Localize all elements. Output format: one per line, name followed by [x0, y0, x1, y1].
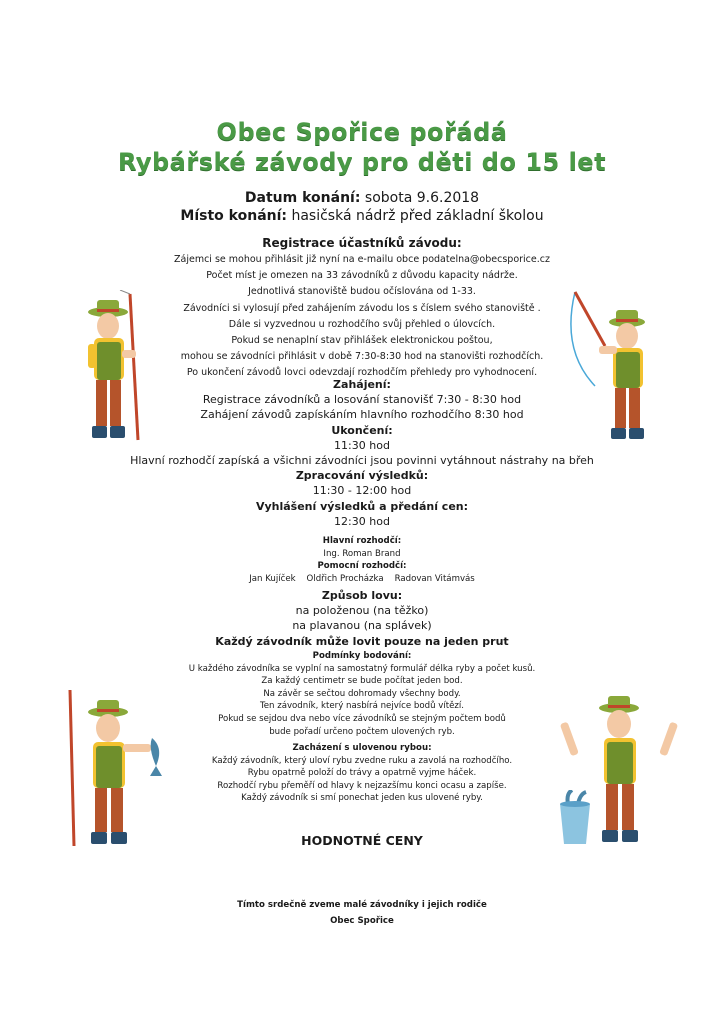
fisherman-casting-icon: [565, 290, 667, 442]
handling-line: Rybu opatrně položí do trávy a opatrně vyjme háček.: [247, 768, 477, 779]
handling-line: Každý závodník, který uloví rybu zvedne ruku a zavolá na rozhodčího.: [211, 755, 513, 766]
scoring-line: Ten závodník, který nasbírá nejvíce bodů vítězí.: [259, 701, 465, 712]
event-date: [0, 190, 724, 206]
place-label: Místo konání:: [180, 208, 288, 224]
invite-line-2: Obec Spořice: [330, 916, 394, 926]
title-line-2: Rybářské závody pro děti do 15 let: [117, 148, 607, 176]
registration-line: Pokud se nenaplní stav přihlášek elektronickou poštou,: [231, 335, 493, 347]
start-line: Zahájení závodů zapískáním hlavního rozhodčího 8:30 hod: [200, 408, 524, 422]
end-heading: Ukončení:: [331, 423, 393, 437]
scoring-line: U každého závodníka se vyplní na samostatný formulář délka ryby a počet kusů.: [188, 663, 536, 674]
scoring-line: bude pořadí určeno počtem ulovených ryb.: [269, 726, 455, 737]
registration-heading: Registrace účastníků závodu:: [262, 236, 462, 250]
invite-line-1: Tímto srdečně zveme malé závodníky i jejich rodiče: [237, 900, 487, 910]
fishing-line: na plavanou (na splávek): [292, 619, 432, 633]
main-judge-name: Ing. Roman Brand: [323, 548, 401, 559]
fisherman-with-rod-icon: [80, 290, 160, 442]
results-value: 12:30 hod: [334, 514, 390, 528]
handling-line: Každý závodník si smí ponechat jeden kus ulovené ryby.: [241, 793, 483, 804]
judges: [0, 535, 724, 585]
scoring-line: Na závěr se sečtou dohromady všechny body.: [263, 688, 461, 699]
registration-line: Dále si vyzvednou u rozhodčího svůj přehled o úlovcích.: [228, 318, 496, 330]
fishing-method: [0, 588, 724, 649]
registration-line: Jednotlivá stanoviště budou očíslována od 1-33.: [248, 286, 476, 298]
results-heading: Vyhlášení výsledků a předání cen:: [255, 499, 469, 513]
date-value: sobota 9.6.2018: [360, 190, 480, 206]
registration-line: Počet míst je omezen na 33 závodníků z důvodu kapacity nádrže.: [206, 270, 518, 282]
registration-line: mohou se závodníci přihlásit v době 7:30-8:30 hod na stanovišti rozhodčích.: [180, 351, 544, 363]
end-line: Hlavní rozhodčí zapíská a všichni závodníci jsou povinni vytáhnout nástrahy na břeh: [130, 454, 594, 468]
end-line: 11:30 hod: [334, 438, 390, 452]
assist-judge-names: Jan Kujíček Oldřich Procházka Radovan Vitámvás: [249, 573, 475, 584]
scoring-line: Za každý centimetr se bude počítat jeden bod.: [261, 676, 463, 687]
event-place: [0, 208, 724, 224]
handling-heading: Zacházení s ulovenou rybou:: [292, 743, 432, 753]
main-judge-heading: Hlavní rozhodčí:: [322, 536, 402, 546]
handling-line: Rozhodčí rybu přeměří od hlavy k nejzazšímu konci ocasu a zapíše.: [217, 780, 507, 791]
assist-judge-heading: Pomocní rozhodčí:: [317, 561, 407, 572]
processing-heading: Zpracování výsledků:: [295, 469, 429, 483]
bucket-with-fish-icon: [558, 790, 592, 846]
fishing-line: na položenou (na těžko): [295, 604, 429, 618]
prizes-text: HODNOTNÉ CENY: [301, 833, 423, 848]
fishing-rule: Každý závodník může lovit pouze na jeden prut: [215, 634, 509, 648]
title-line-1: Obec Spořice pořádá: [216, 118, 508, 146]
scoring-heading: Podmínky bodování:: [312, 651, 412, 661]
scoring-line: Pokud se sejdou dva nebo více závodníků se stejným počtem bodů: [218, 713, 506, 724]
start-heading: Zahájení:: [333, 378, 391, 391]
start-line: Registrace závodníků a losování stanovišť 7:30 - 8:30 hod: [202, 393, 522, 407]
registration-line: Po ukončení závodů lovci odevzdají rozhodčím přehledy pro vyhodnocení.: [186, 367, 538, 379]
fishing-heading: Způsob lovu:: [321, 589, 403, 602]
registration-line: Závodníci si vylosují před zahájením závodu los s číslem svého stanoviště .: [183, 302, 541, 314]
fisherman-holding-fish-icon: [60, 686, 180, 850]
date-label: Datum konání:: [244, 190, 361, 206]
registration-line: Zájemci se mohou přihlásit již nyní na e-mailu obce podatelna@obecsporice.cz: [174, 254, 550, 265]
place-value: hasičská nádrž před základní školou: [287, 208, 544, 224]
processing-value: 11:30 - 12:00 hod: [312, 484, 412, 498]
